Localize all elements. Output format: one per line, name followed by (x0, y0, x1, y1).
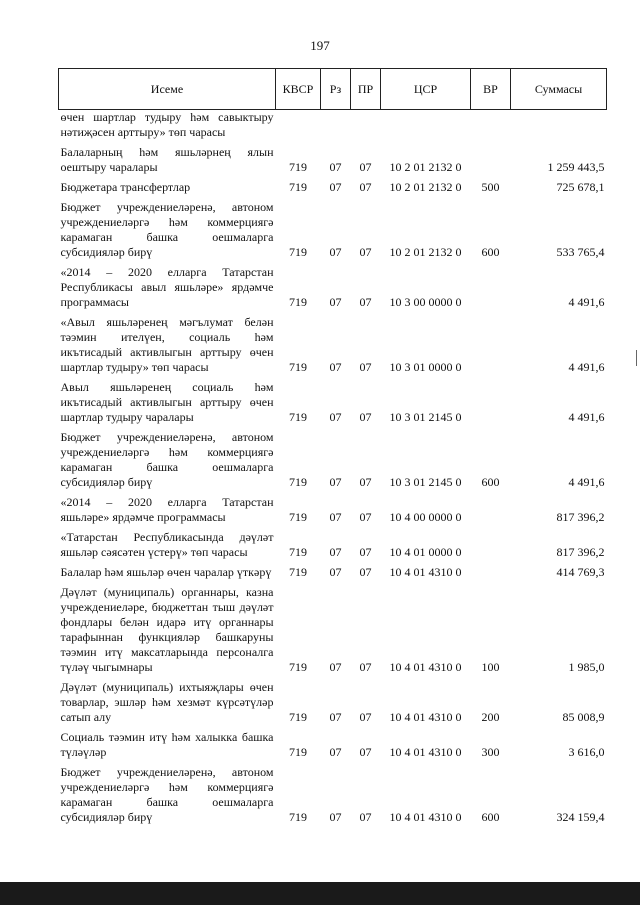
row-sum: 1 985,0 (568, 660, 605, 674)
row-vr: 300 (481, 745, 500, 759)
row-pr: 07 (359, 160, 372, 174)
row-vr (471, 263, 511, 313)
row-sum: 4 491,6 (568, 410, 605, 424)
row-sum: 4 491,6 (568, 295, 605, 309)
row-kvsr: 719 (289, 510, 307, 524)
row-rz: 07 (329, 545, 342, 559)
row-pr (351, 110, 381, 144)
row-pr: 07 (359, 710, 372, 724)
row-csr (381, 110, 471, 144)
header-rz: Рз (321, 69, 351, 110)
row-sum: 414 769,3 (556, 565, 605, 579)
row-kvsr: 719 (289, 660, 307, 674)
row-pr: 07 (359, 295, 372, 309)
row-rz (321, 110, 351, 144)
row-pr: 07 (359, 810, 372, 824)
header-csr: ЦСР (381, 69, 471, 110)
table-row (59, 428, 607, 493)
row-name: «2014 – 2020 елларга Татарстан яшьләре» ярдәмче программасы (60, 495, 274, 524)
row-sum: 725 678,1 (556, 180, 605, 194)
row-pr: 07 (359, 475, 372, 489)
table-row (59, 763, 607, 828)
table-row (59, 678, 607, 728)
row-kvsr: 719 (289, 295, 307, 309)
row-vr: 200 (481, 710, 500, 724)
header-vr: ВР (471, 69, 511, 110)
row-kvsr (276, 110, 321, 144)
row-pr: 07 (359, 660, 372, 674)
row-rz: 07 (329, 810, 342, 824)
row-kvsr: 719 (289, 810, 307, 824)
row-kvsr: 719 (289, 545, 307, 559)
row-vr: 500 (481, 180, 500, 194)
budget-table (58, 68, 607, 828)
row-csr: 10 4 00 0000 0 (389, 510, 462, 524)
header-pr: ПР (351, 69, 381, 110)
row-kvsr: 719 (289, 745, 307, 759)
row-name: Дәүләт (муниципаль) ихтыяҗлары өчен товарлар, эшләр һәм хезмәт күрсәтүләр сатып алу (60, 680, 274, 724)
row-rz: 07 (329, 565, 342, 579)
row-csr: 10 4 01 0000 0 (389, 545, 462, 559)
table-row (59, 528, 607, 563)
row-csr: 10 3 01 2145 0 (389, 410, 462, 424)
row-sum: 1 259 443,5 (547, 160, 605, 174)
header-sum: Суммасы (511, 69, 607, 110)
row-vr (471, 378, 511, 428)
row-rz: 07 (329, 660, 342, 674)
header-kvsr: КВСР (276, 69, 321, 110)
row-csr: 10 3 01 0000 0 (389, 360, 462, 374)
table-row (59, 378, 607, 428)
scan-edge-mark (636, 350, 637, 366)
row-pr: 07 (359, 245, 372, 259)
table-row (59, 728, 607, 763)
row-name: Балаларның һәм яшьләрнең ялын оештыру чаралары (60, 145, 274, 174)
row-rz: 07 (329, 295, 342, 309)
row-kvsr: 719 (289, 180, 307, 194)
table-row (59, 198, 607, 263)
row-sum: 4 491,6 (568, 360, 605, 374)
row-vr (471, 110, 511, 144)
row-kvsr: 719 (289, 710, 307, 724)
row-sum: 533 765,4 (556, 245, 605, 259)
row-pr: 07 (359, 565, 372, 579)
table-row (59, 493, 607, 528)
page-number: 197 (310, 38, 330, 53)
row-kvsr: 719 (289, 245, 307, 259)
row-name: Бюджет учреждениеләренә, автоном учреждениеләргә һәм коммерциягә карамаган башка оешмаларга субсидияләр бирү (60, 430, 274, 489)
table-row (59, 143, 607, 178)
row-name: Авыл яшьләренең социаль һәм икътисадый активлыгын арттыру өчен шартлар тудыру чаралары (60, 380, 274, 424)
row-name: «2014 – 2020 елларга Татарстан Республикасы авыл яшьләре» ярдәмче программасы (60, 265, 274, 309)
row-vr: 100 (481, 660, 500, 674)
row-kvsr: 719 (289, 565, 307, 579)
row-csr: 10 2 01 2132 0 (389, 245, 462, 259)
row-vr (471, 563, 511, 583)
row-kvsr: 719 (289, 360, 307, 374)
row-vr (471, 143, 511, 178)
row-sum: 817 396,2 (556, 510, 605, 524)
row-vr (471, 528, 511, 563)
row-name: «Татарстан Республикасында дәүләт яшьләр сәясәтен үстерү» төп чарасы (60, 530, 274, 559)
row-pr: 07 (359, 180, 372, 194)
row-vr (471, 313, 511, 378)
table-row (59, 110, 607, 144)
row-name: Бюджетара трансфертлар (60, 180, 191, 194)
row-rz: 07 (329, 360, 342, 374)
row-name: Дәүләт (муниципаль) органнары, казна учреждениеләре, бюджеттан тыш дәүләт фондлары белән идарә итү органнары тарафыннан функцияләр башкаруны тәэмин итү максатларында персоналга түләү чыгымнары (60, 585, 274, 674)
row-name: өчен шартлар тудыру һәм савыктыру нәтиҗәсен арттыру» төп чарасы (60, 110, 274, 139)
table-row (59, 563, 607, 583)
row-name: Балалар һәм яшьләр өчен чаралар үткәрү (60, 565, 272, 579)
row-kvsr: 719 (289, 410, 307, 424)
row-csr: 10 4 01 4310 0 (389, 710, 462, 724)
row-sum (511, 110, 607, 144)
row-vr: 600 (481, 245, 500, 259)
row-vr: 600 (481, 475, 500, 489)
row-csr: 10 4 01 4310 0 (389, 660, 462, 674)
row-sum: 324 159,4 (556, 810, 605, 824)
table-row (59, 178, 607, 198)
row-vr: 600 (481, 810, 500, 824)
row-rz: 07 (329, 160, 342, 174)
table-row (59, 313, 607, 378)
row-rz: 07 (329, 180, 342, 194)
row-pr: 07 (359, 410, 372, 424)
row-pr: 07 (359, 510, 372, 524)
row-pr: 07 (359, 545, 372, 559)
row-name: Бюджет учреждениеләренә, автоном учреждениеләргә һәм коммерциягә карамаган башка оешмаларга субсидияләр бирү (60, 200, 274, 259)
row-rz: 07 (329, 745, 342, 759)
row-name: Социаль тәэмин итү һәм халыкка башка түләүләр (60, 730, 274, 759)
row-rz: 07 (329, 475, 342, 489)
row-pr: 07 (359, 745, 372, 759)
row-csr: 10 3 01 2145 0 (389, 475, 462, 489)
row-sum: 4 491,6 (568, 475, 605, 489)
row-csr: 10 4 01 4310 0 (389, 745, 462, 759)
row-sum: 817 396,2 (556, 545, 605, 559)
row-rz: 07 (329, 245, 342, 259)
row-rz: 07 (329, 510, 342, 524)
row-vr (471, 493, 511, 528)
row-csr: 10 4 01 4310 0 (389, 810, 462, 824)
row-sum: 85 008,9 (562, 710, 605, 724)
table-row (59, 263, 607, 313)
row-rz: 07 (329, 710, 342, 724)
row-rz: 07 (329, 410, 342, 424)
row-name: «Авыл яшьләренең мәгълумат белән тәэмин ителүен, социаль һәм икътисадый активлыгын арттыру өчен шартлар тудыру» төп чарасы (60, 315, 274, 374)
row-csr: 10 2 01 2132 0 (389, 160, 462, 174)
row-pr: 07 (359, 360, 372, 374)
row-csr: 10 2 01 2132 0 (389, 180, 462, 194)
header-name: Исеме (59, 69, 276, 110)
scan-bottom-bar (0, 882, 640, 905)
table-row (59, 583, 607, 678)
row-sum: 3 616,0 (568, 745, 605, 759)
row-name: Бюджет учреждениеләренә, автоном учреждениеләргә һәм коммерциягә карамаган башка оешмаларга субсидияләр бирү (60, 765, 274, 824)
row-csr: 10 4 01 4310 0 (389, 565, 462, 579)
row-kvsr: 719 (289, 475, 307, 489)
row-kvsr: 719 (289, 160, 307, 174)
table-header-row (59, 69, 607, 110)
row-csr: 10 3 00 0000 0 (389, 295, 462, 309)
